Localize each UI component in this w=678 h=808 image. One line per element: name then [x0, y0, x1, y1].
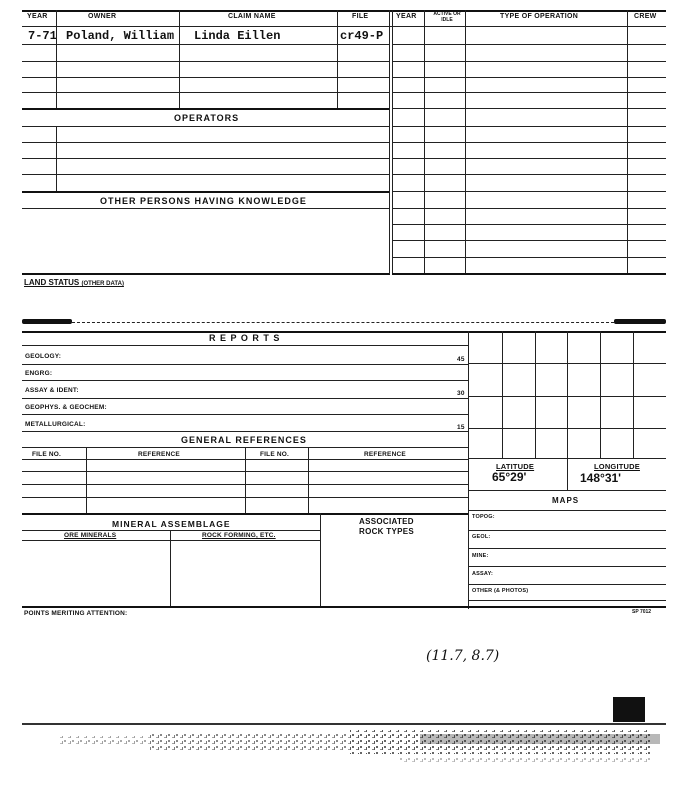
- scan-mark-square: [613, 697, 645, 722]
- operations-row-line: [392, 126, 666, 127]
- latitude-value: 65°29': [492, 470, 527, 484]
- col-reference: REFERENCE: [138, 451, 180, 458]
- separator-bar-left: [22, 319, 72, 324]
- form-number: SP 7012: [632, 609, 652, 615]
- maps-geol: GEOL:: [472, 534, 491, 540]
- longitude-label: LONGITUDE: [594, 462, 640, 471]
- col-file-no: FILE NO.: [32, 451, 62, 458]
- report-engrg: ENGRG:: [25, 370, 53, 377]
- operations-row-line: [392, 257, 666, 258]
- operations-row-line: [392, 273, 666, 275]
- col-header-active-or-idle: ACTIVE OR IDLE: [433, 11, 461, 23]
- maps-mine: MINE:: [472, 553, 489, 559]
- report-metallurgical: METALLURGICAL:: [25, 421, 86, 428]
- reports-title: R E P O R T S: [209, 333, 281, 343]
- operations-row-line: [392, 61, 666, 62]
- report-assay: ASSAY & IDENT:: [25, 387, 79, 394]
- col-header-file: FILE: [352, 13, 369, 20]
- operators-label: OPERATORS: [174, 113, 240, 123]
- col-header-type-of-operation: TYPE OF OPERATION: [500, 13, 579, 20]
- report-geophys: GEOPHYS. & GEOCHEM:: [25, 404, 107, 411]
- general-references-title: GENERAL REFERENCES: [181, 435, 307, 445]
- operations-row-line: [392, 77, 666, 78]
- maps-title: MAPS: [552, 496, 580, 505]
- col-rock-forming: ROCK FORMING, ETC.: [202, 532, 276, 539]
- points-meriting-attention: POINTS MERITING ATTENTION:: [24, 610, 128, 617]
- row1-owner: Poland, William: [66, 29, 175, 43]
- separator-bar-right: [614, 319, 666, 324]
- other-persons-label: OTHER PERSONS HAVING KNOWLEDGE: [100, 196, 307, 206]
- handwritten-note: (11.7, 8.7): [426, 648, 500, 664]
- col-ore-minerals: ORE MINERALS: [64, 532, 117, 539]
- report-num-15: 15: [457, 424, 465, 431]
- maps-assay: ASSAY:: [472, 571, 494, 577]
- operations-row-line: [392, 224, 666, 225]
- mineral-assemblage-title: MINERAL ASSEMBLAGE: [112, 519, 231, 529]
- col-header-year: YEAR: [27, 13, 48, 20]
- row1-file: cr49-P: [340, 29, 384, 43]
- operations-row-line: [392, 191, 666, 192]
- report-num-45: 45: [457, 356, 465, 363]
- row1-year: 7-71: [28, 29, 57, 43]
- operations-row-line: [392, 44, 666, 45]
- report-geology: GEOLOGY:: [25, 353, 62, 360]
- col-header-year-right: YEAR: [396, 13, 417, 20]
- maps-topog: TOPOG:: [472, 514, 495, 520]
- col-file-no-2: FILE NO.: [260, 451, 290, 458]
- associated-title-2: ROCK TYPES: [359, 527, 415, 536]
- col-reference-2: REFERENCE: [364, 451, 406, 458]
- operations-row-line: [392, 158, 666, 159]
- associated-title-1: ASSOCIATED: [359, 517, 414, 526]
- scan-noise-strip: [0, 728, 678, 778]
- header-bottom-border: [22, 26, 666, 27]
- col-header-crew: CREW: [634, 13, 657, 20]
- operations-row-line: [392, 142, 666, 143]
- maps-other: OTHER (& PHOTOS): [472, 588, 529, 594]
- operations-row-line: [392, 208, 666, 209]
- land-status-label: LAND STATUS: [24, 278, 80, 287]
- operations-row-line: [392, 174, 666, 175]
- latitude-label: LATITUDE: [496, 462, 535, 471]
- operations-row-line: [392, 240, 666, 241]
- operations-row-line: [392, 92, 666, 93]
- land-status-sub: (OTHER DATA): [81, 281, 124, 287]
- table-top-border: [22, 10, 666, 12]
- longitude-value: 148°31': [580, 471, 622, 485]
- operations-row-line: [392, 108, 666, 109]
- col-header-owner: OWNER: [88, 13, 117, 20]
- report-num-30: 30: [457, 390, 465, 397]
- row1-claim-name: Linda Eillen: [194, 29, 281, 43]
- col-header-claim-name: CLAIM NAME: [228, 13, 276, 20]
